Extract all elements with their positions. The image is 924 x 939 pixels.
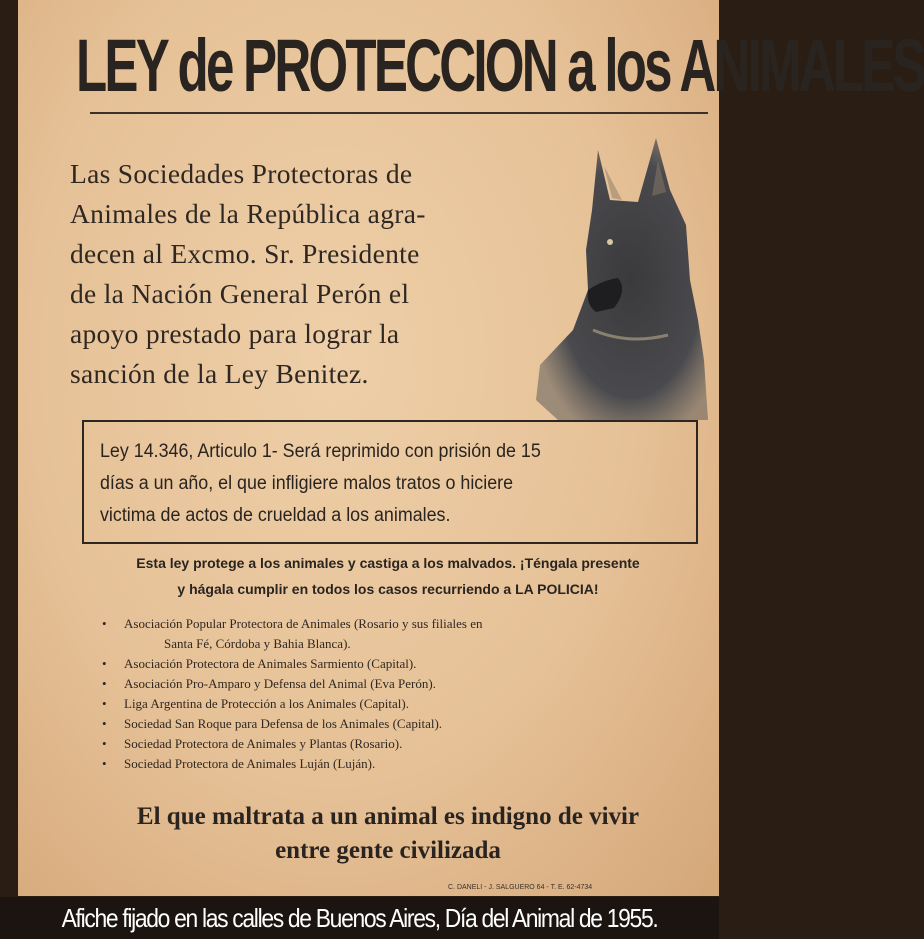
caption-text: Afiche fijado en las calles de Buenos Aires, Día del Animal de 1955. — [61, 903, 658, 933]
bullet-icon: • — [102, 756, 107, 771]
organization-name: Sociedad San Roque para Defensa de los Animales (Capital). — [124, 716, 443, 731]
caption-bar — [0, 897, 719, 939]
organization-name: Asociación Popular Protectora de Animales (Rosario y sus filiales en — [124, 616, 483, 631]
bullet-icon: • — [102, 616, 107, 631]
closing-line: entre gente civilizada — [275, 837, 501, 864]
intro-paragraph — [70, 154, 540, 394]
law-line: victima de actos de crueldad a los animales. — [100, 505, 451, 526]
list-item — [98, 734, 718, 754]
printer-credit: C. DANELI - J. SALGUERO 64 - T. E. 62-4734 — [448, 884, 593, 891]
poster-title: LEY de PROTECCION a los ANIMALES — [76, 24, 924, 107]
list-item — [98, 674, 718, 694]
organization-name: Liga Argentina de Protección a los Animales (Capital). — [124, 696, 409, 711]
intro-line: sanción de la Ley Benitez. — [70, 358, 369, 389]
law-article-box — [82, 420, 698, 544]
organizations-list — [98, 614, 718, 774]
organization-name: Sociedad Protectora de Animales Luján (Luján). — [124, 756, 376, 771]
bullet-icon: • — [102, 676, 107, 691]
list-item — [98, 614, 718, 654]
closing-line: El que maltrata a un animal es indigno de vivir — [136, 803, 640, 830]
intro-line: Las Sociedades Protectoras de — [70, 158, 413, 189]
list-item — [98, 694, 718, 714]
list-item — [98, 654, 718, 674]
list-item — [98, 714, 718, 734]
bullet-icon: • — [102, 656, 107, 671]
warning-line: y hágala cumplir en todos los casos recurriendo a LA POLICIA! — [177, 581, 599, 597]
intro-line: decen al Excmo. Sr. Presidente — [70, 238, 420, 269]
closing-statement — [58, 800, 718, 868]
organization-name: Asociación Protectora de Animales Sarmiento (Capital). — [124, 656, 417, 671]
organization-subline: Santa Fé, Córdoba y Bahia Blanca). — [164, 636, 351, 651]
list-item — [98, 754, 718, 774]
german-shepherd-dog-illustration — [518, 130, 708, 420]
title-underline — [90, 112, 708, 114]
poster — [18, 0, 924, 896]
law-line: Ley 14.346, Articulo 1- Será reprimido con prisión de 15 — [100, 441, 541, 462]
bullet-icon: • — [102, 696, 107, 711]
warning-line: Esta ley protege a los animales y castiga a los malvados. ¡Téngala presente — [136, 555, 640, 571]
bullet-icon: • — [102, 716, 107, 731]
intro-line: de la Nación General Perón el — [70, 278, 410, 309]
organization-name: Sociedad Protectora de Animales y Plantas (Rosario). — [124, 736, 403, 751]
bullet-icon: • — [102, 736, 107, 751]
intro-line: apoyo prestado para lograr la — [70, 318, 400, 349]
law-line: días a un año, el que infligiere malos tratos o hiciere — [100, 473, 514, 494]
intro-line: Animales de la República agra- — [70, 198, 426, 229]
organization-name: Asociación Pro-Amparo y Defensa del Animal (Eva Perón). — [124, 676, 436, 691]
warning-text — [58, 550, 718, 602]
